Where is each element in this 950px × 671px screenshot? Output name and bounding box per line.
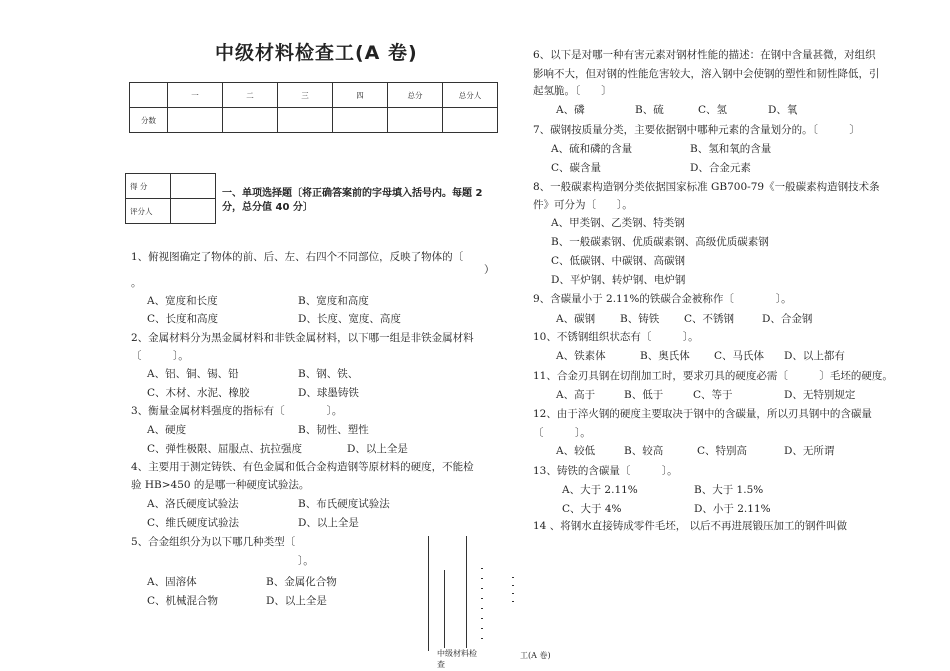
q13-option-d[interactable]: D、小于 2.11% (694, 503, 771, 515)
q10-option-c[interactable]: C、马氏体 (714, 350, 765, 362)
q8-option-b[interactable]: B、一般碳素钢、优质碳素钢、高级优质碳素钢 (551, 236, 769, 248)
q5-option-c[interactable]: C、机械混合物 (147, 595, 219, 607)
q3-option-a[interactable]: A、硬度 (147, 424, 187, 436)
q7-option-c[interactable]: C、碳含量 (551, 162, 602, 174)
binding-dot (481, 568, 483, 569)
question-6-text-end: 起氢脆。〔 〕 (533, 85, 612, 97)
binding-dot (481, 608, 483, 609)
q9-option-d[interactable]: D、合金钢 (762, 313, 813, 325)
binding-dot (512, 593, 514, 594)
q12-option-c[interactable]: C、特别高 (697, 445, 748, 457)
binding-dot (481, 628, 483, 629)
q5-option-d[interactable]: D、以上全是 (266, 595, 327, 607)
binding-dot (481, 578, 483, 579)
q11-option-d[interactable]: D、无特别规定 (784, 389, 856, 401)
q8-option-a[interactable]: A、甲类钢、乙类钢、特类钢 (551, 217, 685, 229)
q3-option-c[interactable]: C、弹性极限、屈服点、抗拉强度 (147, 443, 303, 455)
q1-option-a[interactable]: A、宽度和长度 (147, 295, 218, 307)
q1-option-c[interactable]: C、长度和高度 (147, 313, 219, 325)
score-header-total: 总分 (388, 83, 443, 108)
score-header-4: 四 (333, 83, 388, 108)
question-8-text-cont: 件》可分为〔 〕。 (533, 199, 633, 211)
score-cell[interactable] (223, 108, 278, 133)
question-11-text: 11、合金刃具钢在切削加工时，要求刃具的硬度必需〔 〕毛坯的硬度。 (533, 370, 893, 382)
score-table (129, 82, 498, 133)
question-2-text: 2、金属材料分为黑金属材料和非铁金属材料，以下哪一组是非铁金属材料 (131, 332, 474, 344)
q10-option-b[interactable]: B、奥氏体 (640, 350, 690, 362)
question-1-text: 1、俯视图确定了物体的前、后、左、右四个不同部位，反映了物体的〔 (131, 251, 464, 263)
question-5-text: 5、合金组织分为以下哪几种类型〔 (131, 536, 296, 548)
question-4-text: 4、主要用于测定铸铁、有色金属和低合金构造钢等原材料的硬度，不能检 (131, 461, 474, 473)
q6-option-c[interactable]: C、氢 (698, 104, 728, 116)
question-12-bracket: 〔 〕。 (533, 427, 591, 439)
q6-option-d[interactable]: D、氧 (768, 104, 798, 116)
score-cell[interactable] (278, 108, 333, 133)
grader-score-cell[interactable] (171, 174, 216, 199)
q11-option-a[interactable]: A、高于 (556, 389, 596, 401)
question-6-text-cont: 影响不大，但对钢的性能危害较大，溶入钢中会使钢的塑性和韧性降低，引 (533, 68, 880, 80)
footer-left: 中级材料检查 (437, 649, 477, 669)
binding-dot (481, 618, 483, 619)
q13-option-b[interactable]: B、大于 1.5% (694, 484, 764, 496)
score-header-2: 二 (223, 83, 278, 108)
q12-option-d[interactable]: D、无所谓 (784, 445, 835, 457)
q5-option-b[interactable]: B、金属化合物 (266, 576, 337, 588)
footer-right: 工(A 卷) (520, 651, 551, 660)
binding-dot (512, 577, 514, 578)
question-13-text: 13、铸铁的含碳量〔 〕。 (533, 465, 678, 477)
question-6-text: 6、以下是对哪一种有害元素对钢材性能的描述：在钢中含量甚微，对组织 (533, 49, 876, 61)
question-10-text: 10、不锈钢组织状态有〔 〕。 (533, 331, 699, 343)
q6-option-a[interactable]: A、磷 (556, 104, 585, 116)
score-cell[interactable] (333, 108, 388, 133)
question-1-end: 。 (131, 277, 142, 289)
binding-dot (512, 601, 514, 602)
binding-dot (481, 598, 483, 599)
question-8-text: 8、一般碳素构造钢分类依据国家标准 GB700-79《一般碳素构造钢技术条 (533, 181, 880, 193)
q5-option-a[interactable]: A、固溶体 (147, 576, 197, 588)
binding-line-right (466, 536, 467, 648)
question-9-text: 9、含碳量小于 2.11%的铁碳合金被称作〔 〕。 (533, 293, 792, 305)
q9-option-a[interactable]: A、碳钢 (556, 313, 596, 325)
question-4-text-cont: 验 HB>450 的是哪一种硬度试验法。 (131, 479, 310, 491)
q9-option-c[interactable]: C、不锈钢 (684, 313, 735, 325)
score-header-scorer: 总分人 (443, 83, 498, 108)
q4-option-b[interactable]: B、布氏硬度试验法 (298, 498, 390, 510)
score-cell[interactable] (388, 108, 443, 133)
question-14-text: 14 、将钢水直接铸成零件毛坯， 以后不再进展锻压加工的钢件叫做 (533, 520, 848, 532)
score-header-1: 一 (168, 83, 223, 108)
score-row-label: 分数 (130, 108, 168, 133)
question-1-bracket-close: ） (484, 264, 495, 276)
question-2-bracket: 〔 〕。 (131, 350, 189, 362)
grader-table (125, 173, 216, 224)
score-cell[interactable] (168, 108, 223, 133)
binding-dot (512, 585, 514, 586)
binding-dot (481, 588, 483, 589)
grader-score-label: 得 分 (126, 174, 171, 199)
exam-title: 中级材料检查工(A 卷) (215, 42, 418, 64)
binding-line-outer (428, 536, 429, 651)
q4-option-d[interactable]: D、以上全是 (298, 517, 359, 529)
question-5-bracket-close: 〕。 (298, 555, 314, 567)
section-title: 一、单项选择题〔将正确答案前的字母填入括号内。每题 2 分，总分值 40 分〕 (222, 188, 483, 213)
q10-option-d[interactable]: D、以上都有 (784, 350, 845, 362)
q4-option-c[interactable]: C、维氏硬度试验法 (147, 517, 240, 529)
q11-option-b[interactable]: B、低于 (624, 389, 664, 401)
score-header-blank (130, 83, 168, 108)
q4-option-a[interactable]: A、洛氏硬度试验法 (147, 498, 239, 510)
q1-option-d[interactable]: D、长度、宽度、高度 (298, 313, 401, 325)
q2-option-b[interactable]: B、钢、铁、 (298, 368, 359, 380)
q3-option-d[interactable]: D、以上全是 (347, 443, 408, 455)
q12-option-b[interactable]: B、较高 (624, 445, 664, 457)
grader-name-cell[interactable] (171, 199, 216, 224)
q13-option-c[interactable]: C、大于 4% (562, 503, 622, 515)
q11-option-c[interactable]: C、等于 (693, 389, 733, 401)
q8-option-d[interactable]: D、平炉钢、转炉钢、电炉钢 (551, 274, 686, 286)
question-12-text: 12、由于淬火钢的硬度主要取决于钢中的含碳量，所以刃具钢中的含碳量 (533, 408, 872, 420)
score-header-3: 三 (278, 83, 333, 108)
q7-option-d[interactable]: D、合金元素 (690, 162, 751, 174)
score-cell[interactable] (443, 108, 498, 133)
grader-name-label: 评分人 (126, 199, 171, 224)
q10-option-a[interactable]: A、铁素体 (556, 350, 606, 362)
q2-option-d[interactable]: D、球墨铸铁 (298, 387, 359, 399)
q8-option-c[interactable]: C、低碳钢、中碳钢、高碳钢 (551, 255, 686, 267)
binding-line-inner (444, 570, 445, 648)
q13-option-a[interactable]: A、大于 2.11% (562, 484, 638, 496)
q9-option-b[interactable]: B、铸铁 (620, 313, 660, 325)
q6-option-b[interactable]: B、硫 (635, 104, 664, 116)
q7-option-b[interactable]: B、氢和氧的含量 (690, 143, 772, 155)
q2-option-c[interactable]: C、木材、水泥、橡胶 (147, 387, 250, 399)
question-3-text: 3、衡量金属材料强度的指标有〔 〕。 (131, 405, 343, 417)
q2-option-a[interactable]: A、铝、铜、锡、铅 (147, 368, 239, 380)
q7-option-a[interactable]: A、硫和磷的含量 (551, 143, 633, 155)
q12-option-a[interactable]: A、较低 (556, 445, 596, 457)
question-7-text: 7、碳钢按质量分类，主要依据钢中哪种元素的含量划分的。〔 〕 (533, 124, 860, 136)
binding-dot (481, 638, 483, 639)
q1-option-b[interactable]: B、宽度和高度 (298, 295, 369, 307)
q3-option-b[interactable]: B、韧性、塑性 (298, 424, 369, 436)
